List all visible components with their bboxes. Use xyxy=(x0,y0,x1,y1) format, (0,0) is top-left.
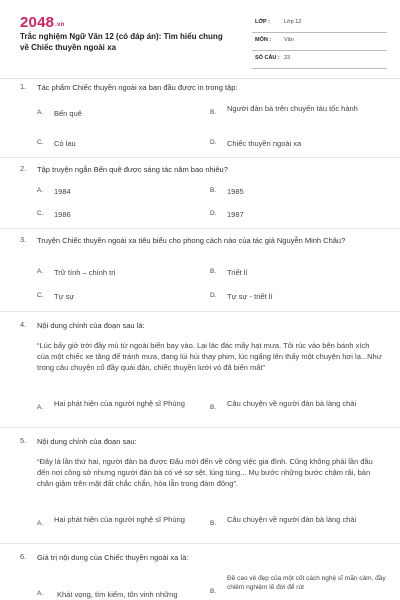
meta-subject: MÔN : Văn xyxy=(252,32,387,51)
document-title: Trắc nghiệm Ngữ Văn 12 (có đáp án): Tìm hiểu chung về Chiếc thuyền ngoài xa xyxy=(20,32,223,52)
quote-passage: “Đây là lần thứ hai, người đàn bà được Đẩu mời đến về công việc gia đình. Cũng không phải lần đầu đến nơi công sở nhưng người đàn bà có vẻ sợ sệt, lúng túng... Mụ bước những bước chậm rãi, bàn chân giậm trên mặt đất chắc chắn, hòa lẫn trong đám đông”. xyxy=(37,457,373,488)
question-text: Tác phẩm Chiếc thuyền ngoài xa ban đầu được in trong tập: xyxy=(37,83,238,92)
divider xyxy=(0,543,400,544)
question-text: Tập truyện ngắn Bến quê được sáng tác năm bao nhiêu? xyxy=(37,165,228,174)
question-number: 6. xyxy=(20,552,27,561)
question-text: Nội dung chính của đoạn sau là: xyxy=(37,321,145,330)
divider xyxy=(0,228,400,229)
divider xyxy=(0,427,400,428)
question-text: Giá trị nội dung của Chiếc thuyền ngoài xa là: xyxy=(37,553,189,562)
question-text: Truyện Chiếc thuyền ngoài xa tiêu biểu cho phong cách nào của tác giả Nguyễn Minh Châu? xyxy=(37,236,346,245)
site-logo[interactable]: 2048.vn xyxy=(20,14,65,31)
question-number: 5. xyxy=(20,436,27,445)
divider xyxy=(0,157,400,158)
question-text: Nội dung chính của đoạn sau: xyxy=(37,437,137,446)
question-number: 2. xyxy=(20,164,27,173)
meta-count: SỐ CÂU : 23 xyxy=(252,50,387,69)
page-header xyxy=(0,0,400,70)
divider xyxy=(0,78,400,79)
meta-grade: LỚP : Lớp 12 xyxy=(252,14,387,33)
question-number: 1. xyxy=(20,82,27,91)
question-number: 4. xyxy=(20,320,27,329)
divider xyxy=(0,311,400,312)
question-number: 3. xyxy=(20,235,27,244)
quote-passage: “Lúc bấy giờ trời đầy mù từ ngoài biển bay vào. Lại lác đác mấy hạt mưa. Tôi rúc vào bên bánh xích của một chiếc xe tăng để tránh mưa, đang lúi húi thay phim, lúc ngẩng lên thấy một chuyện hơi lạ...Như trong câu chuyện cổ đầy quái đản, chiếc thuyền lưới vó đã biến mất” xyxy=(37,341,382,372)
